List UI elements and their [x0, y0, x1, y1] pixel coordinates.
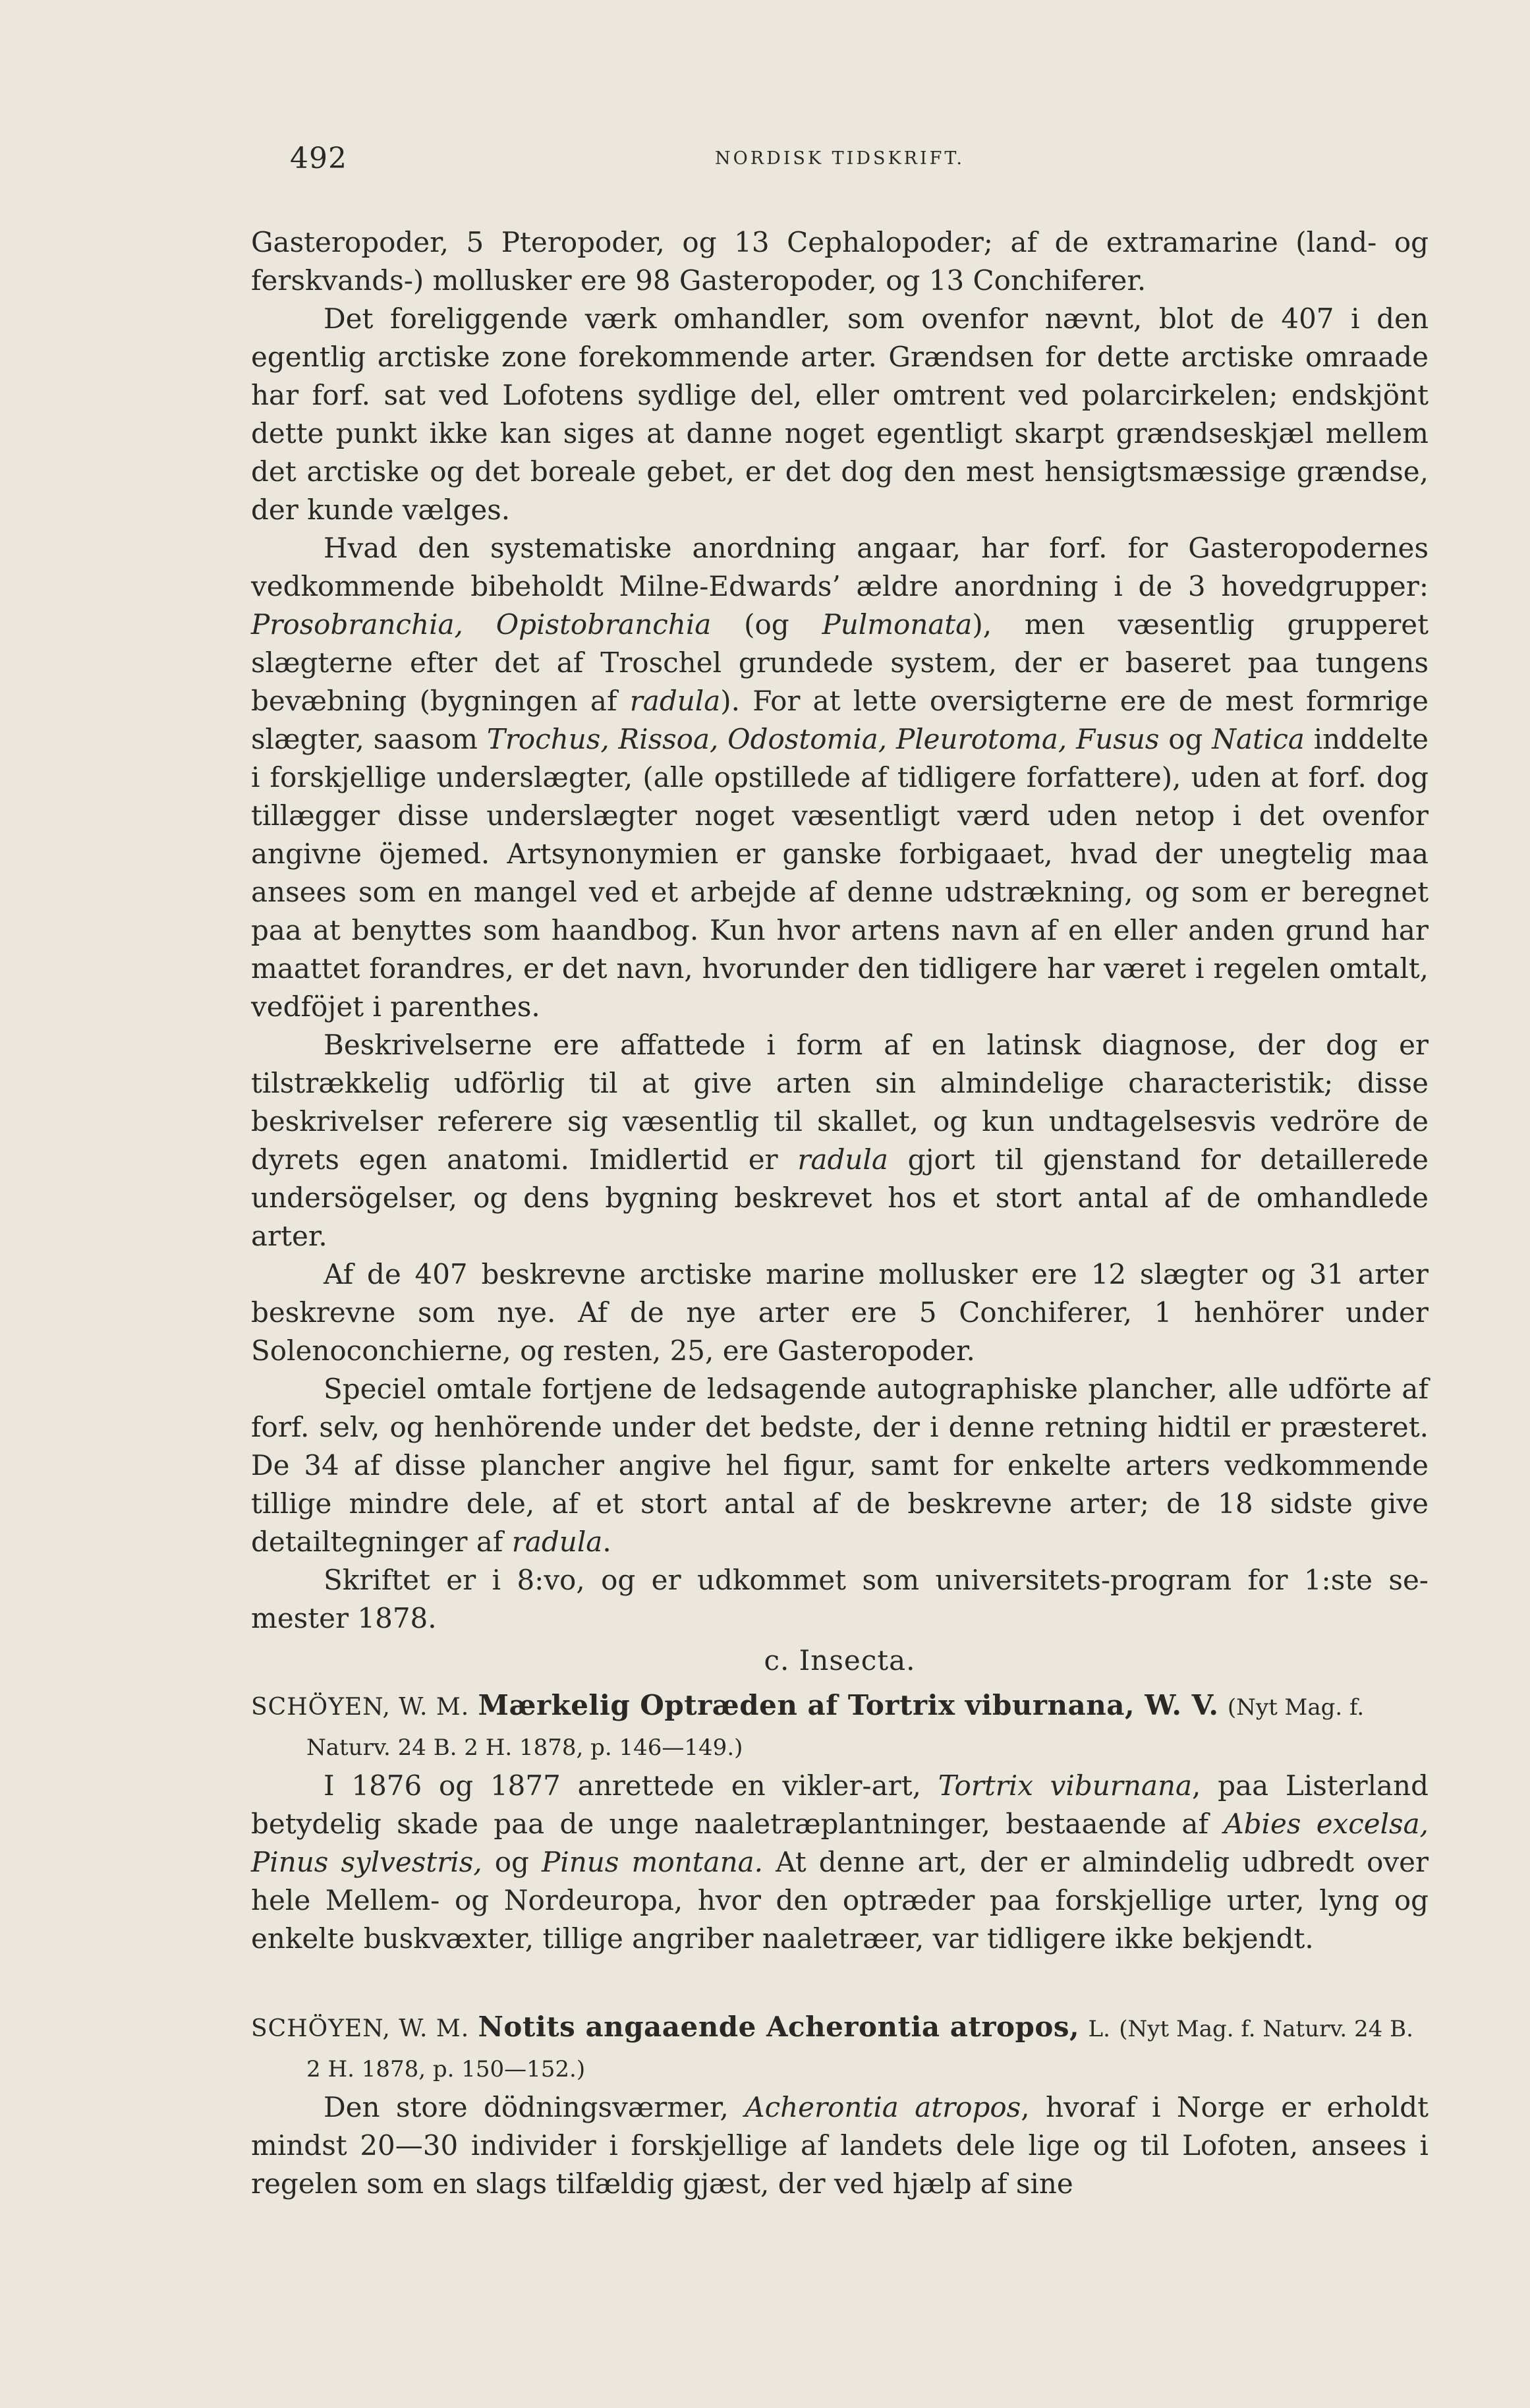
text-run: Den store dödningsværmer, [324, 2091, 745, 2123]
text-run: ), men væsentlig grupperet slægterne efter det af Troschel grundede system, der er baseret paa tungens bevæbning (bygningen af [251, 608, 1429, 717]
entry-source: (Nyt Mag. f. Naturv. 24 B. 2 H. 1878, p. 146—149.) [306, 1694, 1365, 1761]
italic-taxon: Tortrix viburnana [938, 1769, 1193, 1802]
text-run: . [602, 1526, 611, 1558]
text-run: inddelte i forskjellige underslægter, (alle opstillede af tidligere forfattere), uden at forf. dog tillægger disse underslægter noget væsentligt værd uden netop i det ovenfor angivne öjemed. Artsynonymien er ganske forbigaaet, hvad der unegtelig maa ansees som en mangel ved et arbejde af denne udstrækning, og som er beregnet paa at benyttes som haandbog. Kun hvor artens navn af en eller anden grund har maattet forandres, er det navn, hvorunder den tidligere har været i regelen omtalt, vedföjet i parenthes. [251, 723, 1429, 1023]
paragraph-5: Af de 407 beskrevne arctiske marine mollusker ere 12 slægter og 31 arter beskrevne som nye. Af de nye arter ere 5 Conchiferer, 1 henhörer under Solenoconchierne, og resten, 25, ere Gasteropoder. [251, 1258, 1429, 1367]
journal-title: NORDISK TIDSKRIFT. [715, 148, 965, 169]
italic-term: radula [511, 1526, 603, 1558]
entry-2-reference [251, 2008, 1429, 2088]
section-heading: c. Insecta. [764, 1644, 916, 1677]
paragraph-4 [251, 1026, 1429, 1255]
entry-1-reference [251, 1686, 1429, 1767]
paragraph-2: Det foreliggende værk omhandler, som ovenfor nævnt, blot de 407 i den egentlig arctiske zone forekommende arter. Grændsen for dette arctiske omraade har forf. sat ved Lofotens sydlige del, eller omtrent ved polarcirkelen; endskjönt dette punkt ikke kan siges at danne noget egentligt skarpt grændseskjæl mellem det arctiske og det boreale gebet, er det dog den mest hensigtsmæssige grændse, der kunde vælges. [251, 302, 1429, 526]
text-run: Hvad den systematiske anordning angaar, har forf. for Gasteropodernes vedkommende bibeholdt Milne-Edwards’ ældre anordning i de 3 hovedgrupper: [251, 532, 1429, 602]
paragraph-1: Gasteropoder, 5 Pteropoder, og 13 Cephalopoder; af de extramarine (land- og ferskvands-) mollusker ere 98 Gasteropoder, og 13 Conchiferer. [251, 226, 1429, 297]
text-run: At denne art, der er almindelig udbredt over hele Mellem- og Nordeuropa, hvor den optræder paa forskjellige urter, lyng og enkelte buskvæxter, tillige angriber naaletræer, var tidligere ikke bekjendt. [251, 1846, 1429, 1955]
text-run: gjort til gjenstand for detaillerede undersögelser, og dens bygning beskrevet hos et stort antal af de omhandlede arter. [251, 1143, 1429, 1252]
italic-taxon: Prosobranchia, Opistobranchia [251, 608, 712, 641]
entry-1-text [251, 1767, 1429, 1958]
italic-term: radula [629, 685, 721, 717]
text-run: I 1876 og 1877 anrettede en vikler-art, [324, 1769, 938, 1802]
body-text [251, 223, 1429, 2203]
paragraph-6 [251, 1370, 1429, 1561]
entry-title: Mærkelig Optræden af Tortrix viburnana, W. V. [478, 1689, 1219, 1721]
running-header [251, 142, 1429, 181]
text-run: og [482, 1846, 542, 1878]
page-number: 492 [290, 142, 347, 175]
entry-author: SCHÖYEN, W. M. [251, 2015, 470, 2042]
italic-taxon: Pulmonata [822, 608, 973, 641]
entry-2-text [251, 2088, 1429, 2203]
italic-term: radula [797, 1143, 888, 1176]
entry-author: SCHÖYEN, W. M. [251, 1694, 470, 1721]
text-run: og [1159, 723, 1212, 755]
italic-taxon: Natica [1212, 723, 1305, 755]
entry-title-suffix: L. [1088, 2016, 1110, 2042]
paragraph-7: Skriftet er i 8:vo, og er udkommet som universitets-program for 1:ste semester 1878. [251, 1564, 1429, 1634]
italic-taxon: Pinus montana. [542, 1846, 764, 1878]
italic-taxon: Abies excelsa, Pinus sylvestris, [251, 1808, 1429, 1878]
text-run: (og [711, 608, 822, 641]
text-run: , hvoraf i Norge er erholdt mindst 20—30 individer i forskjellige af landets dele lige og til Lofoten, ansees i regelen som en slags tilfældig gjæst, der ved hjælp af sine [251, 2091, 1429, 2200]
text-run: Beskrivelserne ere affattede i form af en latinsk diagnose, der dog er tilstrækkelig udförlig til at give arten sin almindelige characteristik; disse beskrivelser referere sig væsentlig til skallet, og kun undtagelsesvis vedröre de dyrets egen anatomi. Imidlertid er [251, 1029, 1429, 1176]
italic-taxon: Acherontia atropos [745, 2091, 1021, 2123]
paragraph-3 [251, 529, 1429, 1026]
text-run: , paa Listerland betydelig skade paa de unge naaletræplantninger, bestaaende af [251, 1769, 1429, 1840]
entry-source: (Nyt Mag. f. Naturv. 24 B. 2 H. 1878, p. 150—152.) [306, 2016, 1413, 2082]
italic-taxon: Trochus, Rissoa, Odostomia, Pleurotoma, Fusus [486, 723, 1160, 755]
entry-title: Notits angaaende Acherontia atropos, [478, 2011, 1080, 2043]
text-run: ). For at lette oversigterne ere de mest formrige slægter, saasom [251, 685, 1429, 755]
text-run: Speciel omtale fortjene de ledsagende autographiske plancher, alle udförte af forf. selv, og henhörende under det bedste, der i denne retning hidtil er præsteret. De 34 af disse plancher angive hel figur, samt for enkelte arters vedkommende tillige mindre dele, af et stort antal af de beskrevne arter; de 18 sidste give detailtegninger af [251, 1373, 1429, 1558]
